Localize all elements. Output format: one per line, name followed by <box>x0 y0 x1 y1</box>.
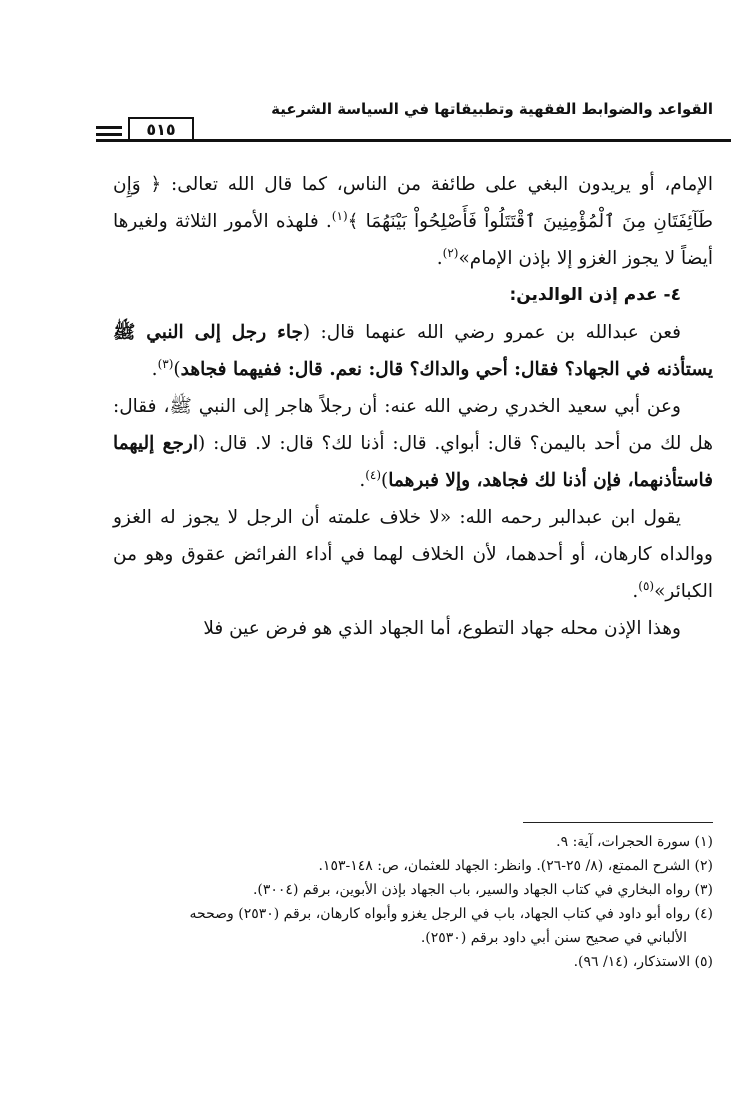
paragraph-1 <box>113 166 713 277</box>
p2-text-c: ) <box>173 359 181 380</box>
header-title: القواعد والضوابط الفقهية وتطبيقاتها في السياسة الشرعية <box>271 100 713 118</box>
footnote-divider <box>523 822 713 823</box>
p3-text-a: وعن أبي سعيد الخدري رضي الله عنه: أن رجلاً هاجر إلى النبي ﷺ، فقال: هل لك من أحد باليمن؟ قال: أبواي. قال: أذنا لك؟ قال: لا. قال: ( <box>113 396 714 454</box>
paragraph-4 <box>113 499 713 610</box>
footnote-ref-1: (١) <box>331 208 348 223</box>
footnote-ref-3: (٣) <box>157 356 174 371</box>
p4-text-d: . <box>632 581 639 602</box>
header-rule <box>96 139 731 142</box>
footnote-4: (٤) رواه أبو داود في كتاب الجهاد، باب في الرجل يغزو وأبواه كارهان، برقم (٢٥٣٠) وصححه <box>189 906 713 922</box>
footnote-3: (٣) رواه البخاري في كتاب الجهاد والسير، باب الجهاد بإذن الأبوين، برقم (٣٠٠٤). <box>252 882 713 898</box>
paragraph-3 <box>113 388 713 499</box>
p3-hadith: ارجع إليهما فاستأذنهما، فإن أذنا لك فجاهد، وإلا فبرهما <box>113 433 713 491</box>
paragraph-5: وهذا الإذن محله جهاد التطوع، أما الجهاد الذي هو فرض عين فلا <box>203 618 681 639</box>
header-rule-left-top <box>96 126 122 129</box>
paragraph-2 <box>113 314 713 388</box>
section-heading: ٤- عدم إذن الوالدين: <box>509 285 681 305</box>
p2-hadith: جاء رجل إلى النبي ﷺ يستأذنه في الجهاد؟ فقال: أحي والداك؟ قال: نعم. قال: ففيهما فجاهد <box>113 322 713 380</box>
p3-text-c: ) <box>381 470 389 491</box>
header-rule-left-bottom <box>96 133 122 136</box>
footnote-ref-5: (٥) <box>638 578 655 593</box>
footnote-2: (٢) الشرح الممتع، (٨/ ٢٥-٢٦). وانظر: الجهاد للعثمان، ص: ١٤٨-١٥٣. <box>318 858 713 874</box>
footnote-ref-4: (٤) <box>365 467 382 482</box>
footnote-ref-2: (٢) <box>442 245 459 260</box>
footnote-5: (٥) الاستذكار، (١٤/ ٩٦). <box>573 954 713 970</box>
p1-text-c: . <box>436 248 443 269</box>
page-number: ٥١٥ <box>128 117 194 141</box>
p1-text-b: . فلهذه الأمور الثلاثة ولغيرها أيضاً لا يجوز الغزو إلا بإذن الإمام» <box>113 211 713 269</box>
footnote-1: (١) سورة الحجرات، آية: ٩. <box>556 834 713 850</box>
footnote-4-continued: الألباني في صحيح سنن أبي داود برقم (٢٥٣٠). <box>420 930 687 946</box>
p4-text-a: يقول ابن عبدالبر رحمه الله: «لا خلاف علمته أن الرجل لا يجوز له الغزو ووالداه كارهان، أو أحدهما، لأن الخلاف لهما في أداء الفرائض عقوق وهو من الكبائر» <box>113 507 713 602</box>
p2-text-a: فعن عبدالله بن عمرو رضي الله عنهما قال: ( <box>302 322 681 343</box>
running-header <box>128 98 713 138</box>
footnotes <box>73 830 713 974</box>
p2-text-d: . <box>151 359 158 380</box>
p3-text-d: . <box>359 470 366 491</box>
p1-text-a: الإمام، أو يريدون البغي على طائفة من الناس، كما قال الله تعالى: ﴿ وَإِن طَآئِفَتَانِ مِنَ ٱلْمُؤْمِنِينَ ٱقْتَتَلُواْ فَأَصْلِحُواْ بَيْنَهُمَا ﴾ <box>113 174 713 232</box>
main-text <box>113 166 713 647</box>
